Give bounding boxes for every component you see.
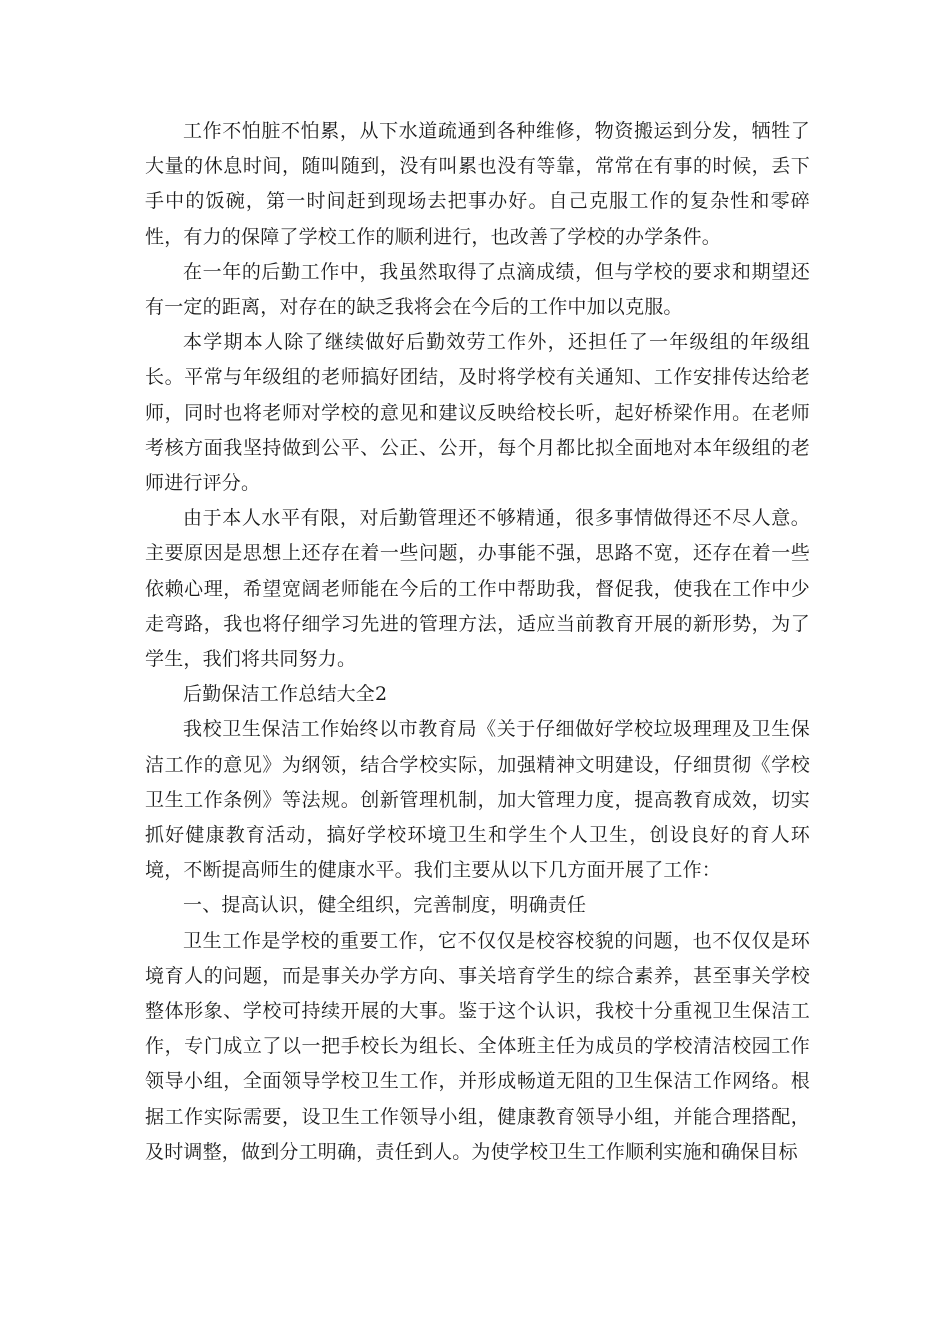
- paragraph-1: 工作不怕脏不怕累，从下水道疏通到各种维修，物资搬运到分发，牺牲了大量的休息时间，随叫随到，没有叫累也没有等靠，常常在有事的时候，丢下手中的饭碗，第一时间赶到现场去把事办好。自己克服工作的复杂性和零碎性，有力的保障了学校工作的顺利进行，也改善了学校的办学条件。: [145, 120, 810, 248]
- paragraph-3: 本学期本人除了继续做好后勤效劳工作外，还担任了一年级组的年级组长。平常与年级组的老师搞好团结，及时将学校有关通知、工作安排传达给老师，同时也将老师对学校的意见和建议反映给校长听，起好桥梁作用。在老师考核方面我坚持做到公平、公正、公开，每个月都比拟全面地对本年级组的老师进行评分。: [145, 331, 810, 495]
- section-title: 后勤保洁工作总结大全2: [183, 683, 388, 706]
- section-heading-1: 一、提高认识，健全组织，完善制度，明确责任: [183, 894, 587, 917]
- paragraph-2: 在一年的后勤工作中，我虽然取得了点滴成绩，但与学校的要求和期望还有一定的距离，对存在的缺乏我将会在今后的工作中加以克服。: [145, 260, 810, 319]
- paragraph-4: 由于本人水平有限，对后勤管理还不够精通，很多事情做得还不尽人意。主要原因是思想上还存在着一些问题，办事能不强，思路不宽，还存在着一些依赖心理，希望宽阔老师能在今后的工作中帮助我，督促我，使我在工作中少走弯路，我也将仔细学习先进的管理方法，适应当前教育开展的新形势，为了学生，我们将共同努力。: [145, 507, 810, 671]
- paragraph-5: 我校卫生保洁工作始终以市教育局《关于仔细做好学校垃圾理理及卫生保洁工作的意见》为纲领，结合学校实际，加强精神文明建设，仔细贯彻《学校卫生工作条例》等法规。创新管理机制，加大管理力度，提高教育成效，切实抓好健康教育活动，搞好学校环境卫生和学生个人卫生，创设良好的育人环境，不断提高师生的健康水平。我们主要从以下几方面开展了工作：: [145, 718, 810, 882]
- paragraph-6: 卫生工作是学校的重要工作，它不仅仅是校容校貌的问题，也不仅仅是环境育人的问题，而是事关办学方向、事关培育学生的综合素养，甚至事关学校整体形象、学校可持续开展的大事。鉴于这个认识，我校十分重视卫生保洁工作，专门成立了以一把手校长为组长、全体班主任为成员的学校清洁校园工作领导小组，全面领导学校卫生工作，并形成畅道无阻的卫生保洁工作网络。根据工作实际需要，设卫生工作领导小组，健康教育领导小组，并能合理搭配，及时调整，做到分工明确，责任到人。为使学校卫生工作顺利实施和确保目标: [145, 929, 810, 1163]
- document-page: [145, 114, 810, 1170]
